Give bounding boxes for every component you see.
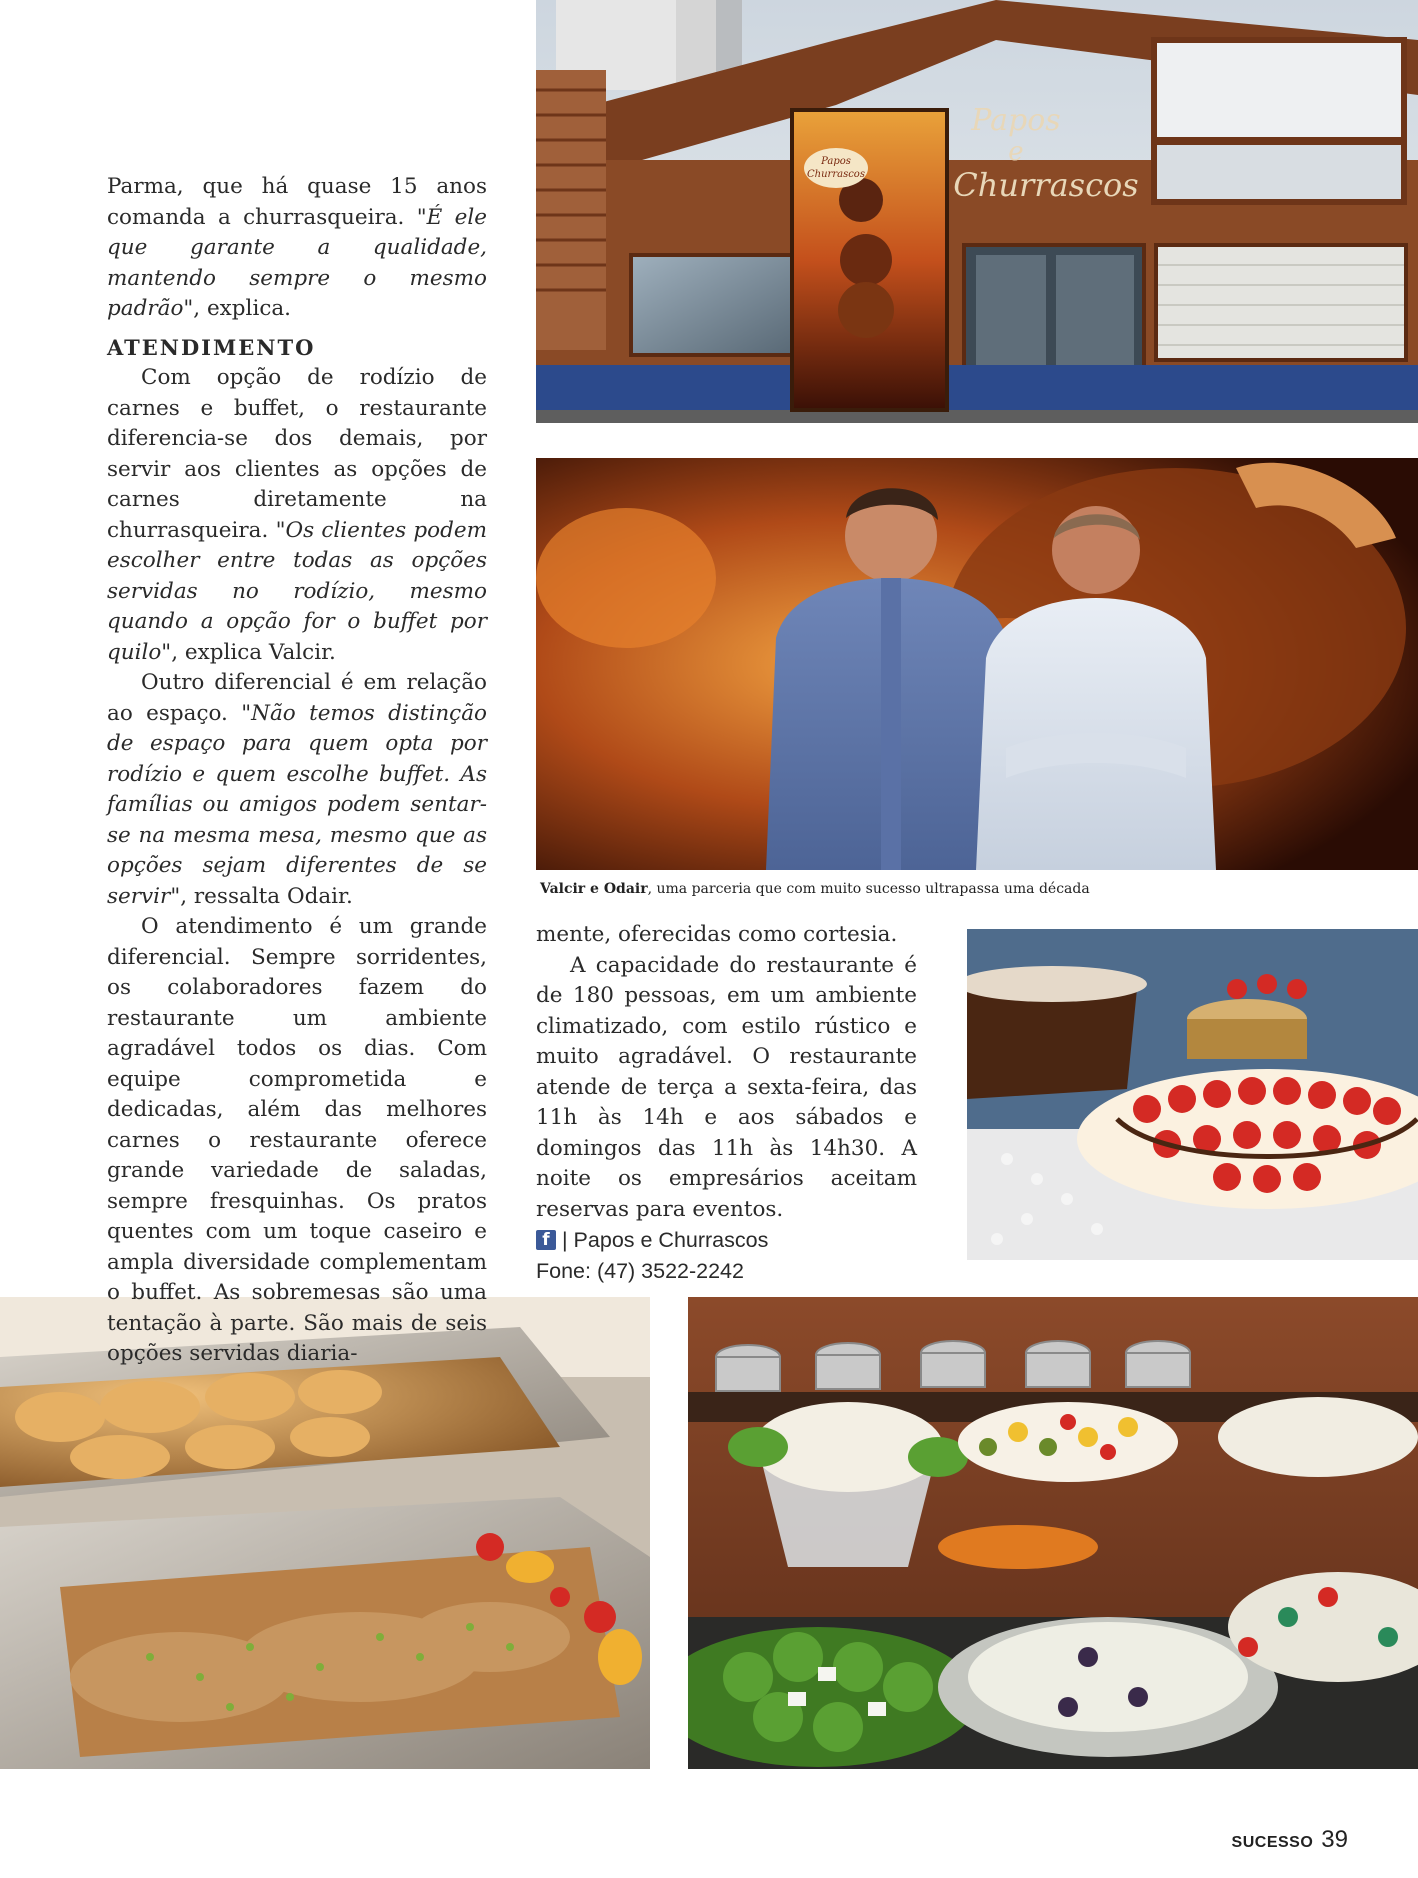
store-sign-line3: Churrascos — [953, 166, 1139, 204]
paragraph-rodizio — [107, 363, 487, 668]
paragraph-parma — [107, 172, 487, 325]
paragraph-parma-end: , explica. — [193, 296, 292, 321]
facebook-line[interactable] — [536, 1225, 917, 1256]
paragraph-espaco-text: Outro diferencial é em relação ao espaço. — [107, 670, 487, 726]
caption-names: Valcir e Odair — [540, 881, 648, 897]
facebook-icon[interactable]: f — [536, 1230, 556, 1250]
banner-logo-line2: Churrascos — [807, 169, 865, 180]
facebook-label[interactable]: | Papos e Churrascos — [562, 1228, 769, 1252]
paragraph-capacidade: A capacidade do restaurante é de 180 pessoas, em um ambiente climatizado, com estilo rústico e muito agradável. O restaurante atende de terça a sexta-feira, das 11h às 14h e aos sábados e domingos das 11h às 14h30. A noite os empresários aceitam reservas para eventos. — [536, 952, 917, 1222]
caption-text: , uma parceria que com muito sucesso ultrapassa uma década — [647, 881, 1090, 897]
article-left-column — [107, 172, 487, 1370]
photo-caption — [540, 880, 1418, 898]
paragraph-rodizio-end: , explica Valcir. — [171, 639, 336, 665]
paragraph-parma-text: Parma, que há quase 15 anos comanda a churrasqueira. — [107, 174, 487, 230]
store-sign-line2: e — [1008, 137, 1024, 167]
section-heading: ATENDIMENTO — [107, 334, 316, 360]
quote-odair: "Não temos distinção de espaço para quem opta por rodízio e quem escolhe buffet. As famílias ou amigos podem sentar-se na mesma mesa, mesmo que as opções sejam diferentes de se servir" — [107, 700, 487, 909]
storefront-photo — [536, 0, 1418, 423]
owners-photo — [536, 458, 1418, 870]
paragraph-rodizio-text: Com opção de rodízio de carnes e buffet, o restaurante diferencia-se dos demais, por servir aos clientes as opções de carnes diretamente na churrasqueira. — [107, 365, 487, 543]
salad-buffet-photo — [688, 1297, 1418, 1769]
page-number: 39 — [1321, 1826, 1348, 1853]
quote-parma: "É ele que garante a qualidade, mantendo sempre o mesmo padrão" — [107, 204, 487, 321]
page-footer — [1232, 1826, 1348, 1854]
paragraph-espaco-end: , ressalta Odair. — [180, 883, 353, 909]
phone-number: Fone: (47) 3522-2242 — [536, 1258, 744, 1283]
desserts-photo — [967, 929, 1418, 1260]
banner-logo-line1: Papos — [821, 156, 851, 167]
store-sign-line1: Papos — [971, 103, 1061, 138]
article-middle-column — [536, 920, 917, 1286]
magazine-brand: SUCESSO — [1231, 1834, 1314, 1851]
quote-valcir: "Os clientes podem escolher entre todas as opções servidas no rodízio, mesmo quando a opção for o buffet por quilo" — [107, 517, 487, 665]
paragraph-cortesia: mente, oferecidas como cortesia. — [536, 922, 898, 947]
paragraph-espaco — [107, 668, 487, 912]
paragraph-atendimento: O atendimento é um grande diferencial. Sempre sorridentes, os colaboradores fazem do restaurante um ambiente agradável todos os dias. Com equipe comprometida e dedicadas, além das melhores carnes o restaurante oferece grande variedade de saladas, sempre fresquinhas. Os pratos quentes com um toque caseiro e ampla diversidade complementam o buffet. As sobremesas são uma tentação à parte. São mais de seis opções servidas diaria- — [107, 914, 487, 1366]
